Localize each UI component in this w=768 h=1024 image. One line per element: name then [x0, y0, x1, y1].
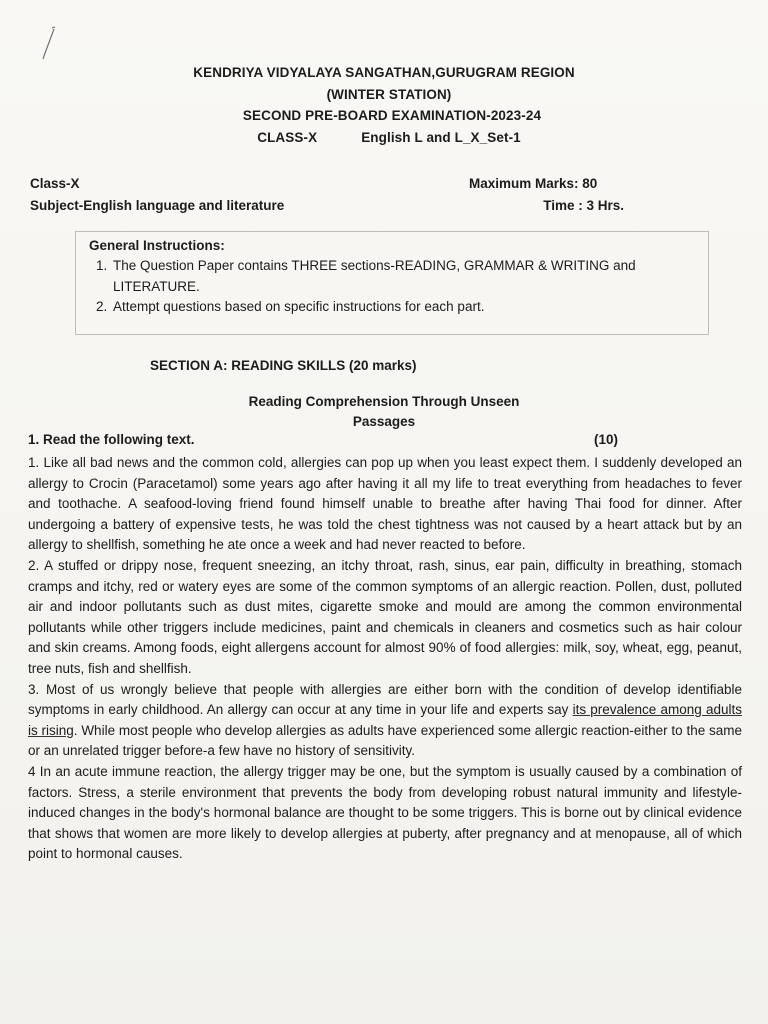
header-class: CLASS-X	[257, 129, 318, 145]
reading-passage	[28, 453, 742, 865]
instruction-item: 1. The Question Paper contains THREE sections-READING, GRAMMAR & WRITING and LITERATURE.	[111, 256, 696, 297]
paragraph-3-start: 3. Most of us wrongly believe that people with allergies are either born with the condition of develop identifiable symptoms in early childhood. An allergy can occur at any time in your life and experts say	[28, 681, 742, 718]
question-heading	[28, 432, 618, 447]
pen-stroke-mark	[36, 26, 66, 66]
header-organization: KENDRIYA VIDYALAYA SANGATHAN,GURUGRAM REGION	[193, 65, 575, 80]
passage-paragraph-1: 1. Like all bad news and the common cold, allergies can pop up when you least expect them. I suddenly developed an allergy to Crocin (Paracetamol) some years ago after having it all my life to treat everything from headaches to fever and toothache. A seafood-loving friend found himself unable to breathe after having Thai food for dinner. After undergoing a battery of expensive tests, he was told the chest tightness was not caused by a heart attack but by an allergy to shellfish, something he ate once a week and had never reacted to before.	[28, 455, 742, 553]
passage-paragraph-2: 2. A stuffed or drippy nose, frequent sneezing, an itchy throat, rash, sinus, ear pain, difficulty in breathing, stomach cramps and itchy, red or watery eyes are some of the common symptoms of an allergic reaction. Pollen, dust, polluted air and indoor pollutants such as dust mites, cigarette smoke and mould are among the common environmental pollutants while other triggers include medicines, paint and chemicals in cleaners and cosmetics such as hair colour and skin creams. Among foods, eight allergens account for almost 90% of food allergies: milk, soy, wheat, egg, peanut, tree nuts, fish and shellfish.	[28, 557, 742, 676]
meta-max-marks: Maximum Marks: 80	[469, 176, 598, 191]
exam-header	[0, 62, 768, 148]
meta-class: Class-X	[30, 176, 80, 191]
section-title: SECTION A: READING SKILLS (20 marks)	[150, 358, 417, 373]
meta-time: Time : 3 Hrs.	[543, 197, 624, 213]
paragraph-3-end: . While most people who develop allergies as adults have experienced some allergic reaction-either to the same or an unrelated trigger before-a few have no history of sensitivity.	[28, 722, 742, 759]
subheading-line-2: Passages	[352, 414, 416, 429]
header-class-set	[0, 127, 768, 149]
section-subheading	[0, 392, 768, 432]
header-exam-name: SECOND PRE-BOARD EXAMINATION-2023-24	[242, 108, 542, 123]
question-title: 1. Read the following text.	[28, 432, 195, 447]
header-set: English L and L_X_Set-1	[361, 129, 521, 145]
exam-meta	[30, 173, 624, 216]
underlined-phrase: its prevalence among adults is rising	[28, 702, 742, 738]
general-instructions-box	[75, 231, 709, 335]
subheading-line-1: Reading Comprehension Through Unseen	[248, 394, 520, 409]
meta-row-1	[30, 173, 624, 195]
instructions-title: General Instructions:	[89, 238, 225, 253]
instruction-item: 2. Attempt questions based on specific instructions for each part.	[111, 297, 696, 318]
passage-paragraph-4: 4 In an acute immune reaction, the allergy trigger may be one, but the symptom is usually caused by a combination of factors. Stress, a sterile environment that prevents the body from developing robust natural immunity and lifestyle-induced changes in the body's hormonal balance are thought to be some triggers. This is borne out by clinical evidence that shows that women are more likely to develop allergies at puberty, after pregnancy and at menopause, all of which point to hormonal causes.	[28, 763, 742, 862]
meta-subject: Subject-English language and literature	[30, 197, 285, 213]
question-marks: (10)	[593, 432, 618, 447]
header-station: (WINTER STATION)	[326, 86, 452, 102]
passage-paragraph-3	[28, 680, 742, 762]
instructions-list	[89, 256, 696, 318]
meta-row-2	[30, 195, 624, 217]
